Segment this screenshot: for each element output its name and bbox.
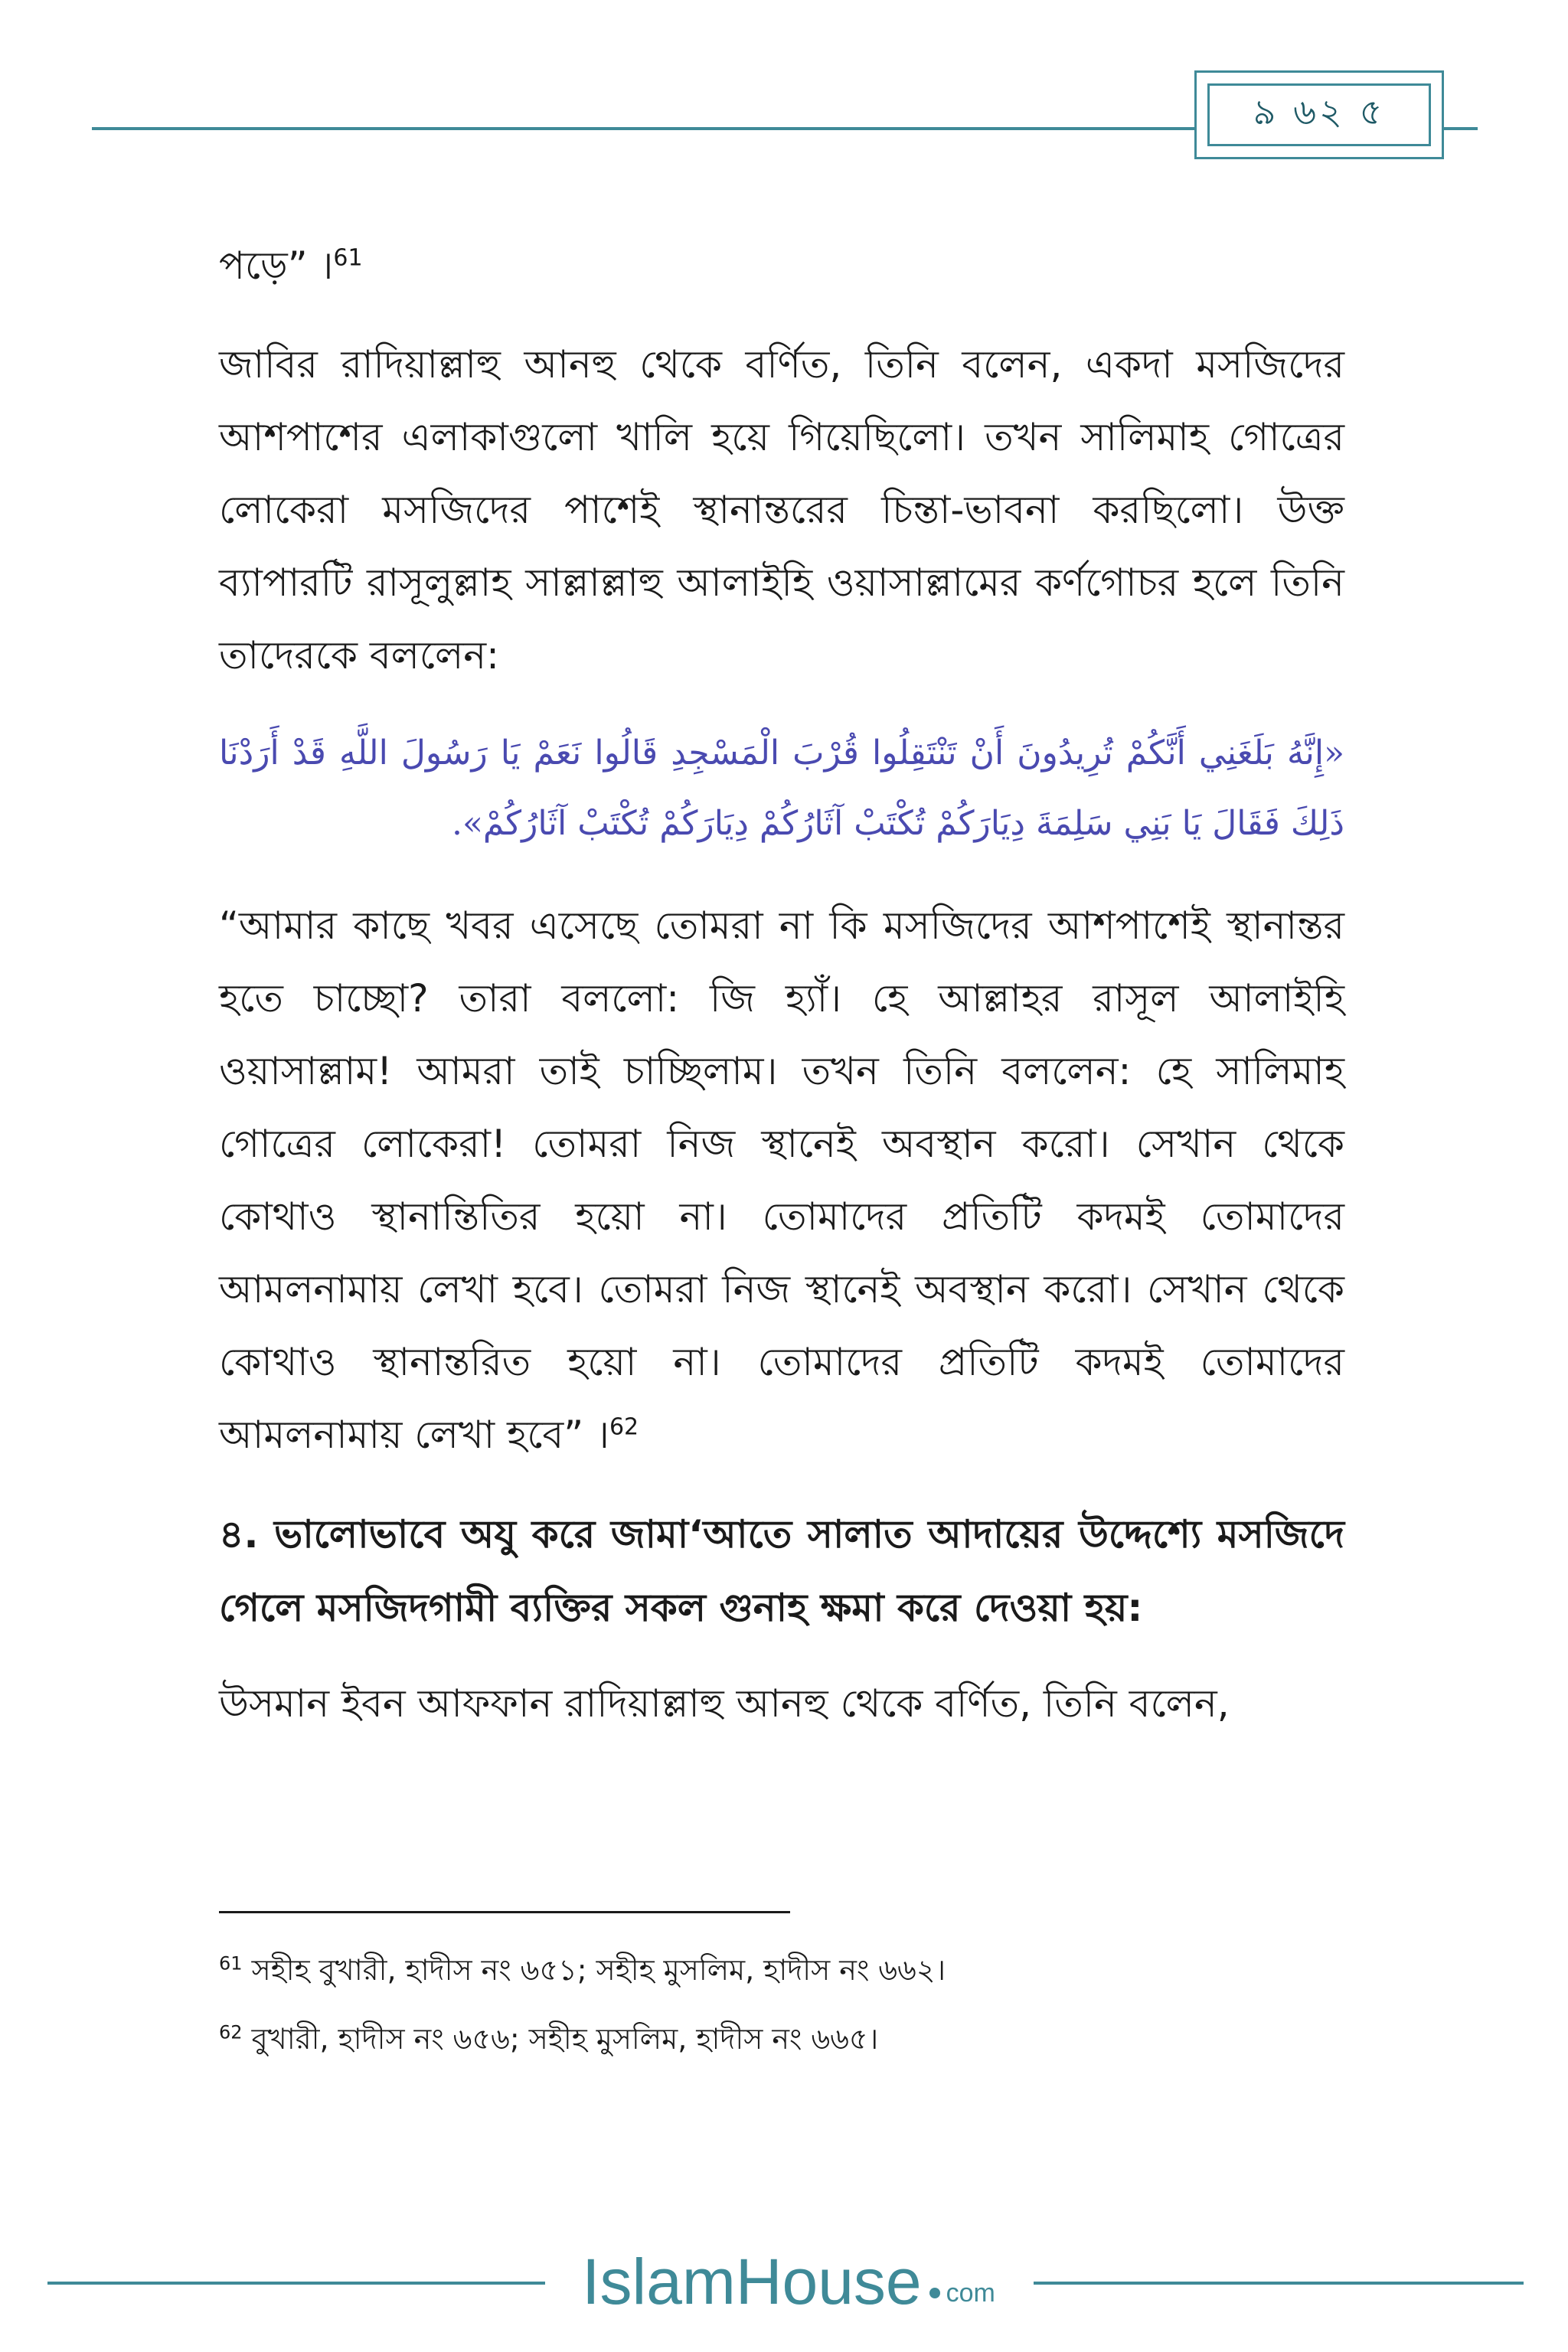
paragraph-translation: [219, 890, 1344, 1472]
arabic-hadith-text: «إِنَّهُ بَلَغَنِي أَنَّكُمْ تُرِيدُونَ أَنْ تَنْتَقِلُوا قُرْبَ الْمَسْجِدِ قَالُوا نَعَمْ يَا رَسُولَ اللَّهِ قَدْ أَرَدْنَا ذَلِكَ فَقَالَ يَا بَنِي سَلِمَةَ دِيَارَكُمْ تُكْتَبْ آثَارُكُمْ دِيَارَكُمْ تُكْتَبْ آثَارُكُمْ».: [219, 733, 1344, 843]
logo-suffix: com: [946, 2278, 995, 2308]
paragraph-text: “আমার কাছে খবর এসেছে তোমরা না কি মসজিদের আশপাশেই স্থানান্তর হতে চাচ্ছো? তারা বললো: জি হ্যাঁ। হে আল্লাহর রাসূল আলাইহি ওয়াসাল্লাম! আমরা তাই চাচ্ছিলাম। তখন তিনি বললেন: হে সালিমাহ গোত্রের লোকেরা! তোমরা নিজ স্থানেই অবস্থান করো। সেখান থেকে কোথাও স্থানান্তিতির হয়ো না। তোমাদের প্রতিটি কদমই তোমাদের আমলনামায় লেখা হবে। তোমরা নিজ স্থানেই অবস্থান করো। সেখান থেকে কোথাও স্থানান্তরিত হয়ো না। তোমাদের প্রতিটি কদমই তোমাদের আমলনামায় লেখা হবে” ।: [219, 903, 1344, 1457]
footnote-62: [219, 2004, 1344, 2073]
footnotes: [219, 1936, 1344, 2073]
page-number-badge: [1194, 70, 1444, 159]
footer-rule-right: [1034, 2282, 1524, 2285]
footnote-ref-62[interactable]: 62: [609, 1413, 639, 1441]
paragraph-continuation: [219, 230, 1344, 302]
footnote-separator: [219, 1911, 790, 1913]
footnote-text: সহীহ বুখারী, হাদীস নং ৬৫১; সহীহ মুসলিম, হাদীস নং ৬৬২।: [242, 1953, 946, 1987]
footnote-number: 62: [219, 2021, 243, 2043]
islamhouse-logo[interactable]: [551, 2243, 1026, 2320]
footnote-61: [219, 1936, 1344, 2004]
section-heading: ৪. ভালোভাবে অযু করে জামা‘আতে সালাত আদায়ের উদ্দেশ্যে মসজিদে গেলে মসজিদগামী ব্যক্তির সকল গুনাহ ক্ষমা করে দেওয়া হয়:: [219, 1512, 1344, 1630]
logo-dot-icon: [929, 2288, 940, 2298]
footnote-number: 61: [219, 1952, 243, 1975]
footnote-text: বুখারী, হাদীস নং ৬৫৬; সহীহ মুসলিম, হাদীস নং ৬৬৫।: [242, 2022, 879, 2056]
paragraph-text: পড়ে” ।: [219, 243, 334, 288]
footnote-ref-61[interactable]: 61: [333, 244, 363, 272]
paragraph-narration: জাবির রাদিয়াল্লাহু আনহু থেকে বর্ণিত, তিনি বলেন, একদা মসজিদের আশপাশের এলাকাগুলো খালি হয়ে গিয়েছিলো। তখন সালিমাহ গোত্রের লোকেরা মসজিদের পাশেই স্থানান্তরের চিন্তা-ভাবনা করছিলো। উক্ত ব্যাপারটি রাসূলুল্লাহ সাল্লাল্লাহু আলাইহি ওয়াসাল্লামের কর্ণগোচর হলে তিনি তাদেরকে বললেন:: [219, 342, 1344, 678]
paragraph-next: উসমান ইবন আফফান রাদিয়াল্লাহু আনহু থেকে বর্ণিত, তিনি বলেন,: [219, 1681, 1230, 1726]
logo-text: IslamHouse: [582, 2245, 922, 2318]
footer-rule-left: [47, 2282, 545, 2285]
page-number: ৯ ৬২ ৫: [1207, 83, 1431, 146]
page-content: [219, 230, 1344, 1766]
